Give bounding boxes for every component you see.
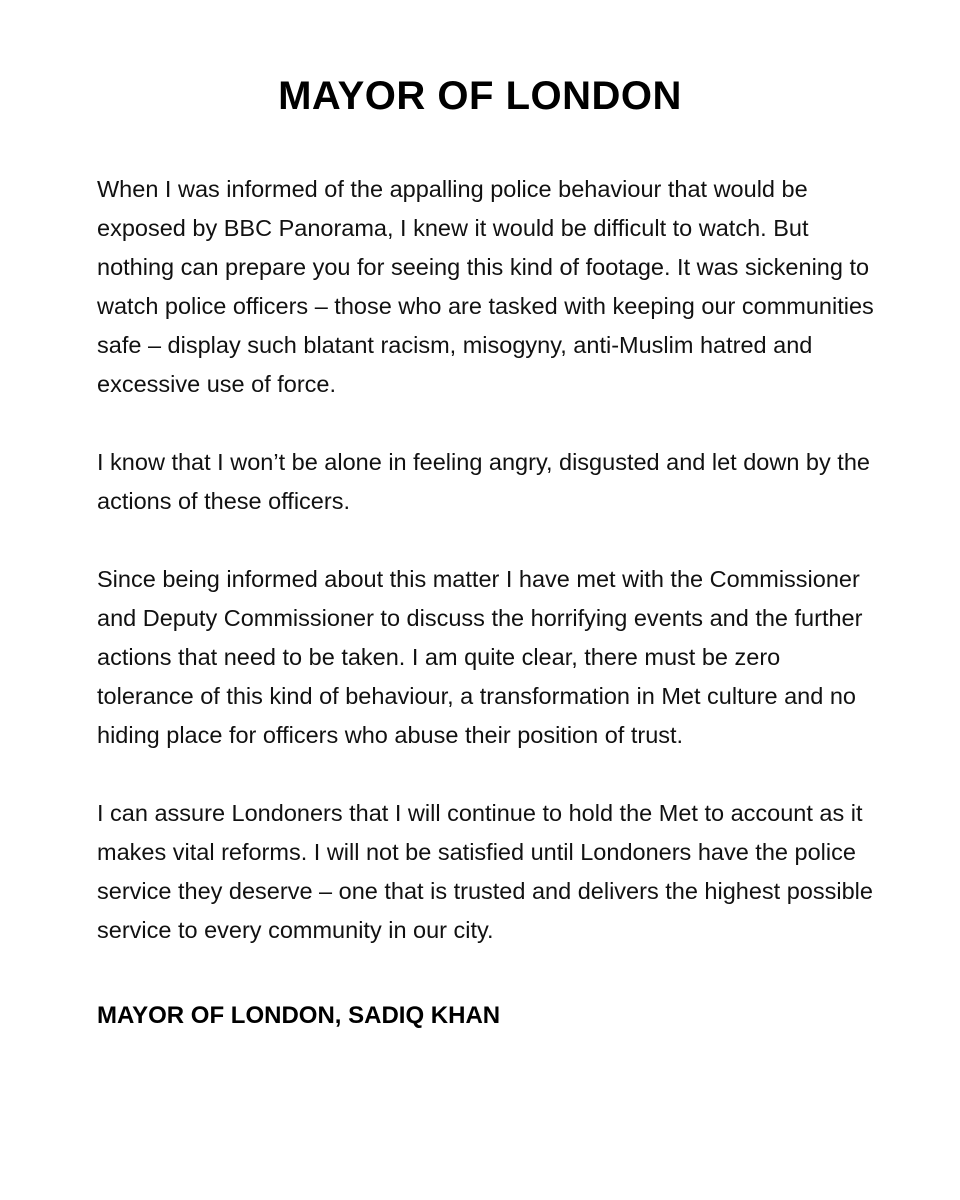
statement-paragraph-4: I can assure Londoners that I will continue to hold the Met to account as it makes vital reforms. I will not be satisfied until Londoners have the police service they deserve – one that is trusted and delivers the highest possible service to every community in our city.: [97, 800, 873, 943]
page-title: MAYOR OF LONDON: [278, 74, 682, 118]
statement-paragraph-2: I know that I won’t be alone in feeling angry, disgusted and let down by the actions of these officers.: [97, 449, 870, 514]
statement-paragraph-3: Since being informed about this matter I have met with the Commissioner and Deputy Commissioner to discuss the horrifying events and the further actions that need to be taken. I am quite clear, there must be zero tolerance of this kind of behaviour, a transformation in Met culture and no hiding place for officers who abuse their position of trust.: [97, 566, 863, 748]
statement-body: [97, 170, 877, 1035]
signature: MAYOR OF LONDON, SADIQ KHAN: [97, 1002, 501, 1029]
statement-paragraph-1: When I was informed of the appalling police behaviour that would be exposed by BBC Panorama, I knew it would be difficult to watch. But nothing can prepare you for seeing this kind of footage. It was sickening to watch police officers – those who are tasked with keeping our communities safe – display such blatant racism, misogyny, anti-Muslim hatred and excessive use of force.: [97, 176, 874, 397]
